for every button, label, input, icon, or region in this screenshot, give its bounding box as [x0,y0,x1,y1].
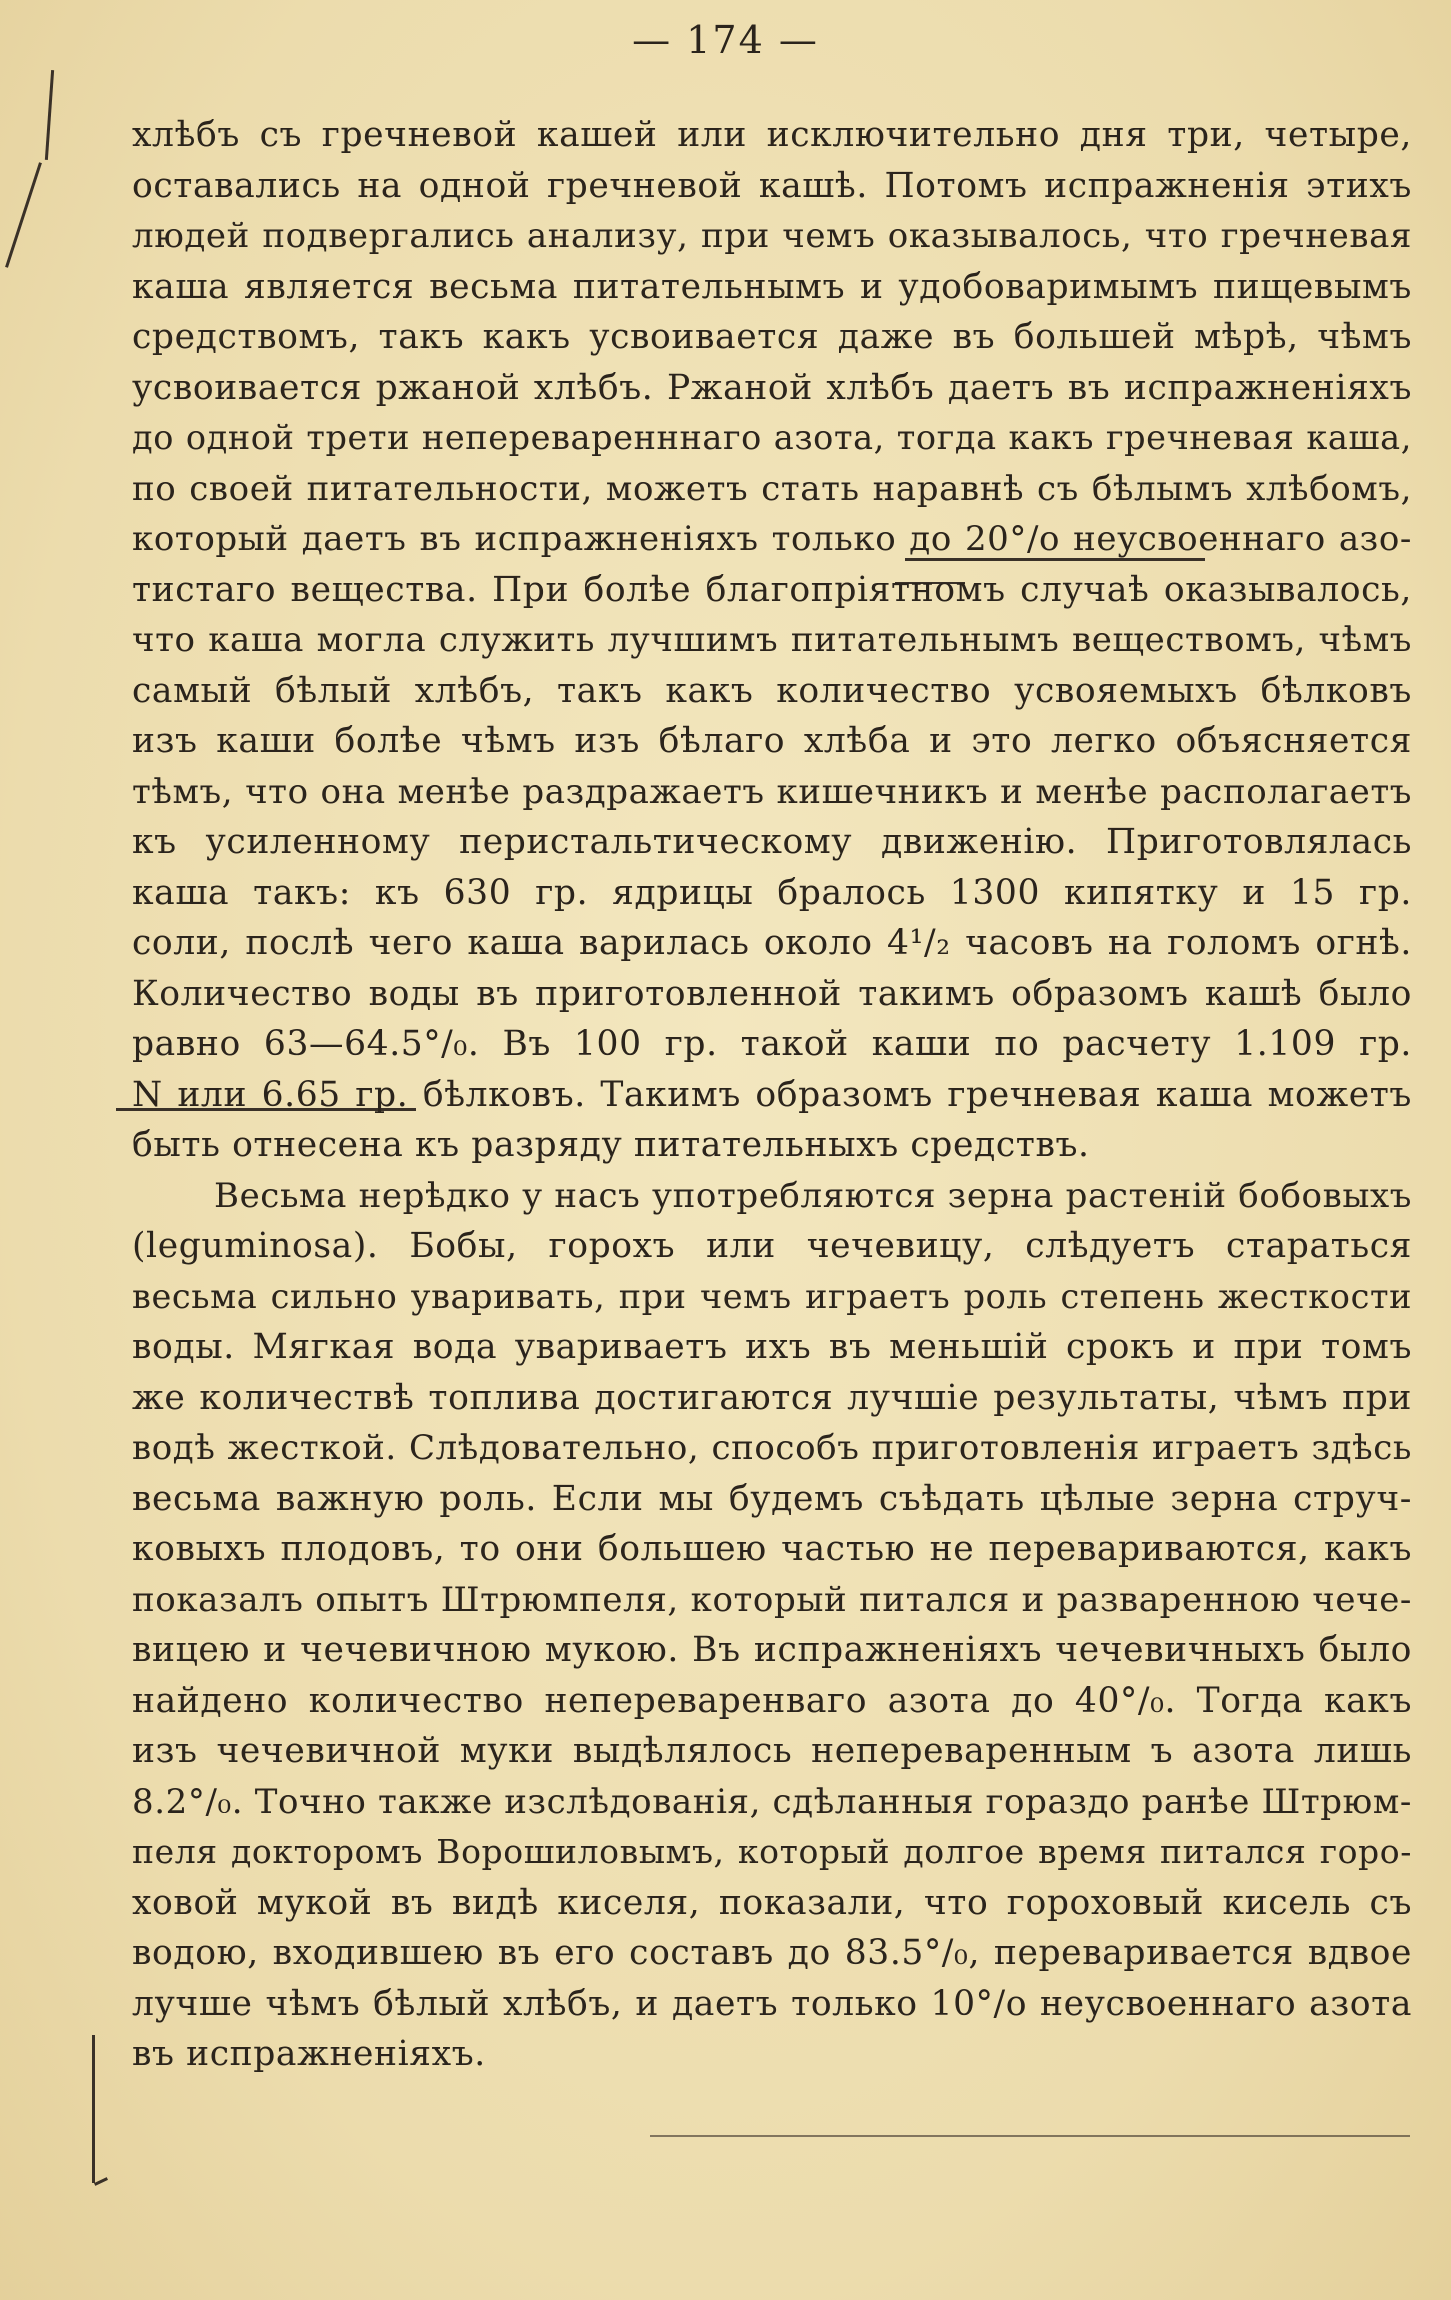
margin-mark-bracket [92,2035,95,2183]
text-line: каша является весьма питательнымъ и удобоваримымъ пищевымъ [132,266,1412,307]
page-number: — 174 — [632,18,819,62]
text-line: средствомъ, такъ какъ усвоивается даже въ большей мѣрѣ, чѣмъ [132,317,1412,357]
text-line: N или 6.65 гр. бѣлковъ. Такимъ образомъ гречневая каша можетъ [132,1074,1412,1115]
body-text [132,110,1412,2080]
text-line: весьма сильно уваривать, при чемъ играетъ роль степень жесткости [132,1276,1412,1316]
text-line: Количество воды въ приготовленной такимъ образомъ кашѣ было [132,973,1412,1014]
text-line: къ усиленному перистальтическому движенію. Приготовлялась [132,822,1412,862]
text-line: равно 63—64.5°/₀. Въ 100 гр. такой каши по расчету 1.109 гр. [132,1024,1412,1064]
text-line: весьма важную роль. Если мы будемъ съѣдать цѣлые зерна струч- [132,1478,1412,1519]
text-line: усвоивается ржаной хлѣбъ. Ржаной хлѣбъ даетъ въ испражненіяхъ [132,367,1412,408]
text-line: пеля докторомъ Ворошиловымъ, который долгое время питался горо- [132,1832,1412,1871]
text-line: 8.2°/₀. Точно также изслѣдованія, сдѣланныя гораздо ранѣе Штрюм- [132,1781,1412,1822]
text-line: хлѣбъ съ гречневой кашей или исключительно дня три, четыре, [132,115,1412,155]
margin-mark-bracket-foot [94,2177,108,2186]
text-line: соли, послѣ чего каша варилась около 4¹/₂ часовъ на голомъ огнѣ. [132,923,1412,963]
text-line: самый бѣлый хлѣбъ, такъ какъ количество усвояемыхъ бѣлковъ [132,670,1412,711]
text-line: тистаго вещества. При болѣе благопріятномъ случаѣ оказывалось, [132,569,1412,610]
text-line: изъ каши болѣе чѣмъ изъ бѣлаго хлѣба и это легко объясняется [132,721,1412,761]
paragraph-1 [132,110,1412,1171]
text-line: въ испражненіяхъ. [132,2034,486,2074]
text-line: вицею и чечевичною мукою. Въ испражненіяхъ чечевичныхъ было [132,1630,1412,1670]
text-line: воды. Мягкая вода увариваетъ ихъ въ меньшій срокъ и при томъ [132,1327,1412,1367]
margin-mark-top [45,70,54,160]
text-line: найдено количество непереваренваго азота до 40°/₀. Тогда какъ [132,1680,1412,1721]
text-line: изъ чечевичной муки выдѣлялось непереваренным ъ азота лишь [132,1731,1412,1771]
text-line: быть отнесена къ разряду питательныхъ средствъ. [132,1125,1090,1165]
text-line: водою, входившею въ его составъ до 83.5°/₀, переваривается вдвое [132,1933,1412,1973]
text-line: людей подвергались анализу, при чемъ оказывалось, что гречневая [132,216,1412,256]
underline-mark [650,2135,1410,2137]
text-line: ховой мукой въ видѣ киселя, показали, что гороховый кисель съ [132,1882,1412,1923]
text-line: по своей питательности, можетъ стать наравнѣ съ бѣлымъ хлѣбомъ, [132,468,1412,509]
text-line: (leguminosa). Бобы, горохъ или чечевицу, слѣдуетъ стараться [132,1226,1412,1266]
text-line: лучше чѣмъ бѣлый хлѣбъ, и даетъ только 10°/о неусвоеннаго азота [132,1983,1412,2024]
text-line: Весьма нерѣдко у насъ употребляются зерна растеній бобовыхъ [214,1175,1412,1216]
margin-mark-slash [5,162,42,268]
text-line: тѣмъ, что она менѣе раздражаетъ кишечникъ и менѣе располагаетъ [132,771,1412,812]
text-line: водѣ жесткой. Слѣдовательно, способъ приготовленія играетъ здѣсь [132,1428,1412,1468]
text-line: ковыхъ плодовъ, то они большею частью не перевариваются, какъ [132,1529,1412,1569]
text-line: до одной трети непереваренннаго азота, тогда какъ гречневая каша, [132,418,1412,457]
text-line: показалъ опытъ Штрюмпеля, который питался и разваренною чече- [132,1579,1412,1620]
text-line: же количествѣ топлива достигаются лучшіе результаты, чѣмъ при [132,1377,1412,1418]
text-line: который даетъ въ испражненіяхъ только до 20°/о неусвоеннаго азо- [132,519,1412,559]
paragraph-2 [132,1171,1412,2080]
text-line: каша такъ: къ 630 гр. ядрицы бралось 1300 кипятку и 15 гр. [132,872,1412,913]
text-line: что каша могла служить лучшимъ питательнымъ веществомъ, чѣмъ [132,620,1412,660]
text-line: оставались на одной гречневой кашѣ. Потомъ испражненія этихъ [132,165,1412,206]
